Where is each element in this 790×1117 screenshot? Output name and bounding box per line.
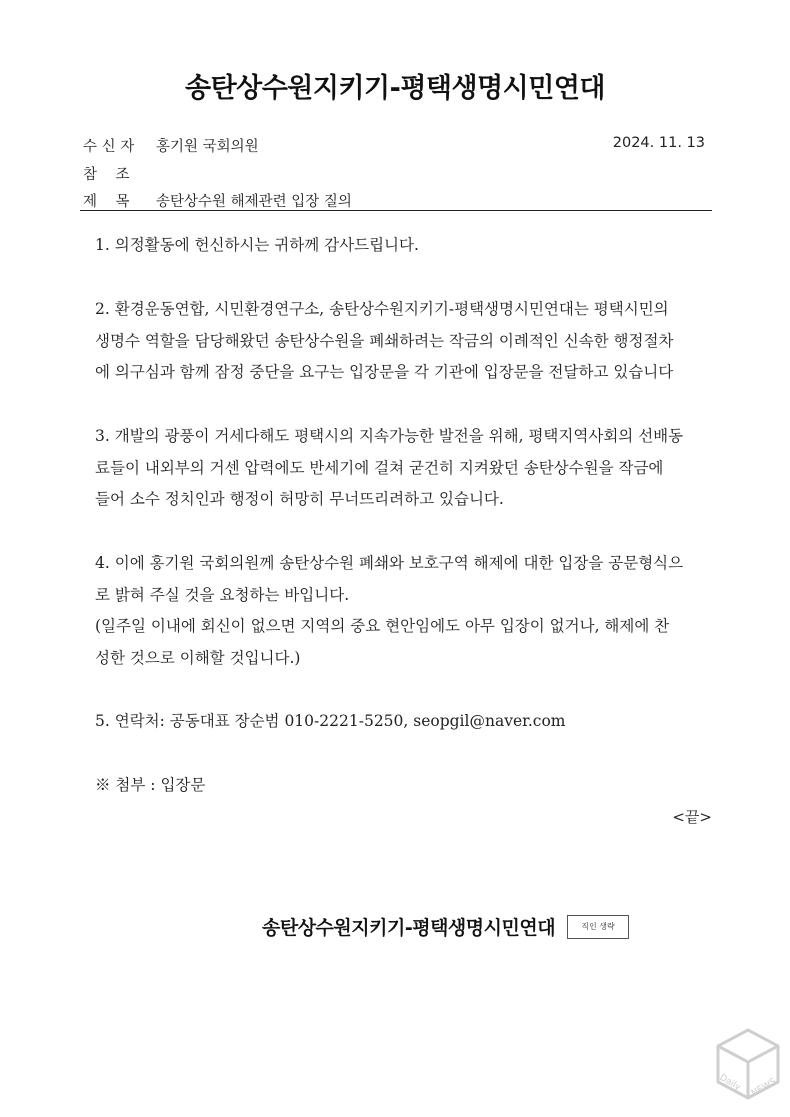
paragraph-1: 1. 의정활동에 헌신하시는 귀하께 감사드립니다. bbox=[95, 236, 419, 254]
paragraph-4: 4. 이에 홍기원 국회의원께 송탄상수원 폐쇄와 보호구역 해제에 대한 입장을 공문형식으 로 밝혀 주실 것을 요청하는 바입니다. (일주일 이내에 회신이 없으면 지역의 중요 현안임에도 아무 입장이 없거나, 해제에 찬 성한 것으로 이해할 것입니다.) bbox=[95, 554, 684, 667]
subject-label: 제 목 bbox=[83, 194, 130, 210]
recipient-label: 수 신 자 bbox=[83, 139, 135, 155]
header-divider bbox=[80, 210, 712, 211]
end-mark: <끝> bbox=[672, 808, 712, 826]
daily-news-watermark-icon bbox=[714, 1026, 782, 1102]
paragraph-5-contact: 5. 연락처: 공동대표 장순범 010-2221-5250, seopgil@naver.com bbox=[95, 712, 566, 730]
footer-organization: 송탄상수원지키기-평택생명시민연대 bbox=[262, 917, 556, 939]
paragraph-2: 2. 환경운동연합, 시민환경연구소, 송탄상수원지키기-평택생명시민연대는 평택시민의 생명수 역할을 담당해왔던 송탄상수원을 폐쇄하려는 작금의 이례적인 신속한 행정절차 에 의구심과 함께 잠정 중단을 요구는 입장문을 각 기관에 입장문을 전달하고 있습니다 bbox=[95, 300, 674, 381]
attachment-note: ※ 첨부 : 입장문 bbox=[95, 776, 206, 794]
reference-label: 참 조 bbox=[83, 167, 130, 183]
svg-text:Daily: Daily bbox=[717, 1072, 743, 1093]
recipient-value: 홍기원 국회의원 bbox=[156, 139, 259, 155]
document-date: 2024. 11. 13 bbox=[612, 135, 705, 151]
paragraph-3: 3. 개발의 광풍이 거세다해도 평택시의 지속가능한 발전을 위해, 평택지역사회의 선배동 료들이 내외부의 거센 압력에도 반세기에 걸쳐 굳건히 지켜왔던 송탄상수원을 작금에 들어 소수 정치인과 행정이 허망히 무너뜨리려하고 있습니다. bbox=[95, 427, 684, 508]
seal-omitted-stamp: 직인 생략 bbox=[567, 915, 629, 939]
svg-text:NEWS: NEWS bbox=[749, 1076, 779, 1100]
subject-value: 송탄상수원 해제관련 입장 질의 bbox=[156, 194, 352, 210]
document-title: 송탄상수원지키기-평택생명시민연대 bbox=[184, 73, 606, 104]
